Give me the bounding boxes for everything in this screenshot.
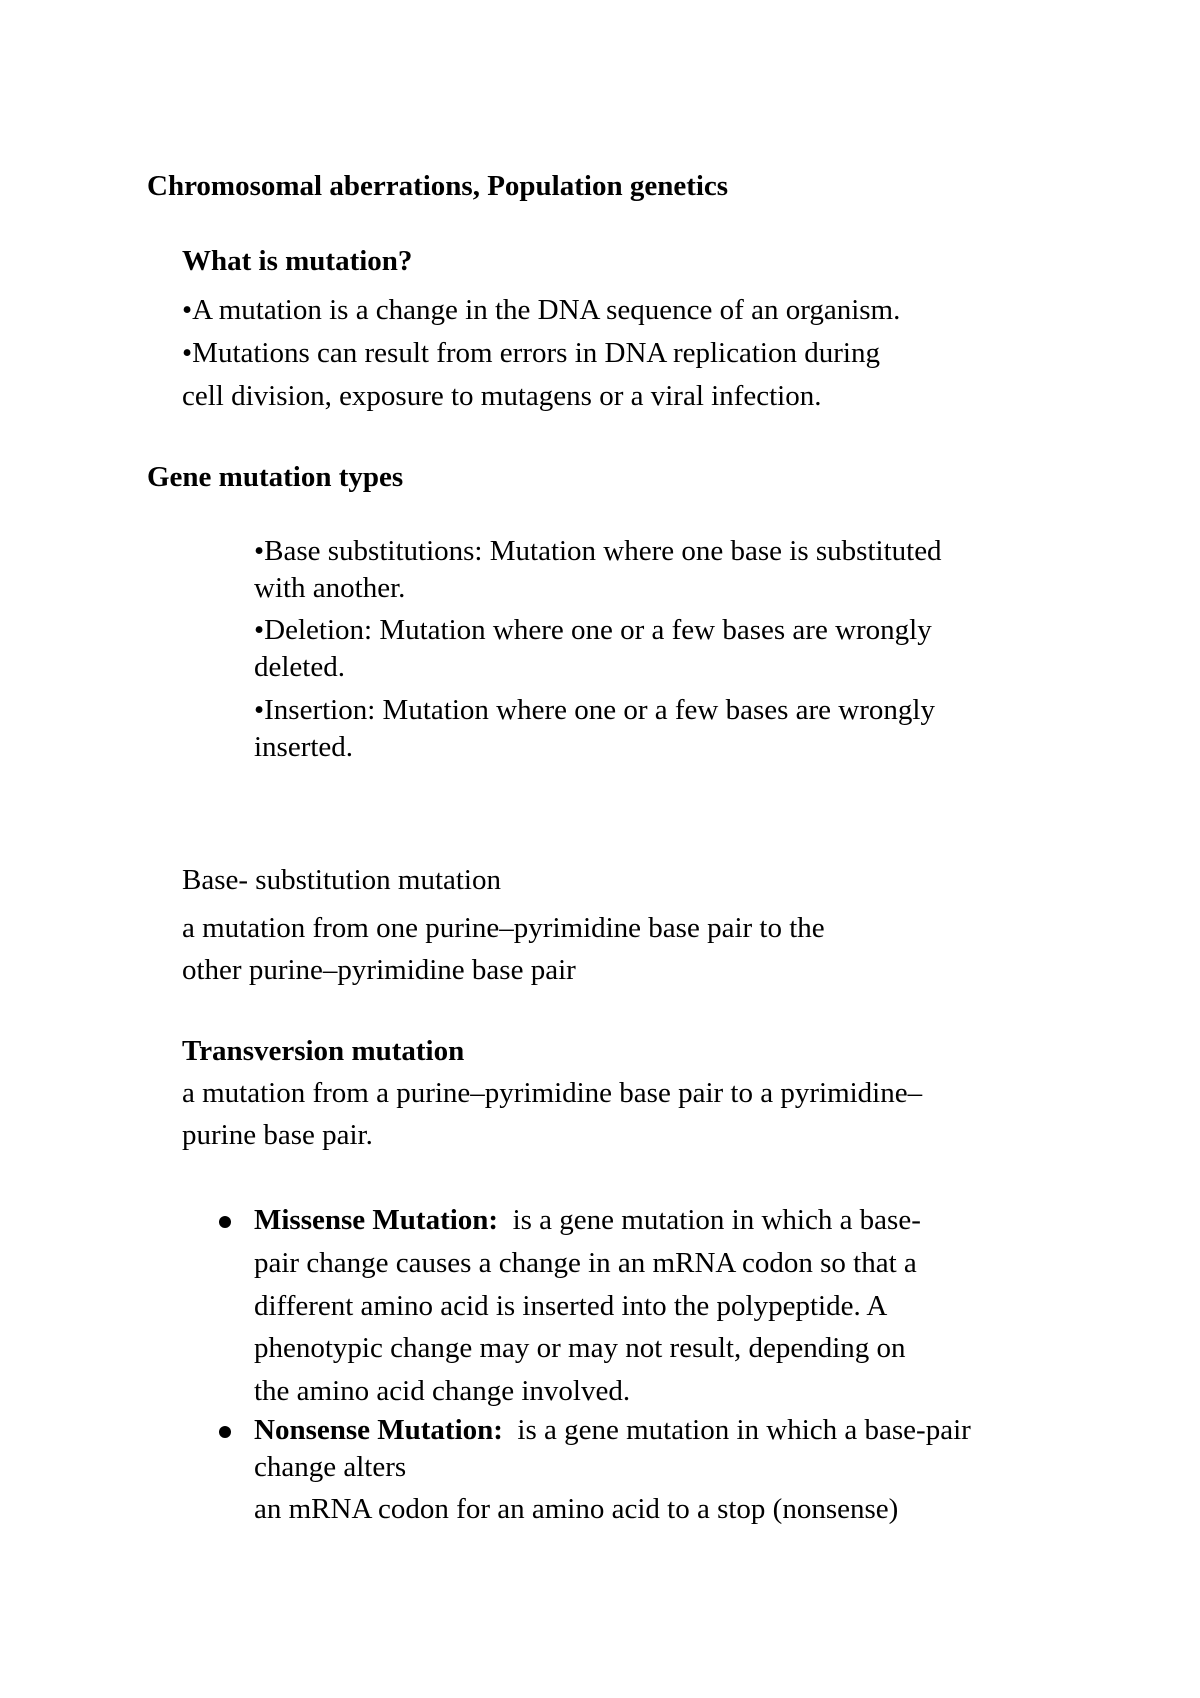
text-line: a mutation from one purine–pyrimidine base pair to the	[182, 912, 825, 944]
text-line: •Base substitutions: Mutation where one base is substituted	[254, 535, 942, 567]
section-heading-transversion: Transversion mutation	[182, 1035, 465, 1067]
text-line: with another.	[254, 572, 406, 604]
bullet-dot	[219, 1426, 231, 1438]
missense-first-line	[254, 1206, 921, 1235]
text-line: purine base pair.	[182, 1119, 373, 1151]
text-line: •Deletion: Mutation where one or a few bases are wrongly	[254, 614, 932, 646]
text-line: pair change causes a change in an mRNA codon so that a	[254, 1247, 917, 1279]
section-heading-base-substitution: Base- substitution mutation	[182, 864, 501, 896]
text-line: cell division, exposure to mutagens or a viral infection.	[182, 380, 822, 412]
text-line: •A mutation is a change in the DNA sequence of an organism.	[182, 294, 901, 326]
section-heading-gene-mutation-types: Gene mutation types	[147, 461, 404, 493]
text-line: an mRNA codon for an amino acid to a stop (nonsense)	[254, 1493, 899, 1525]
missense-definition-start: is a gene mutation in which a base-	[498, 1204, 921, 1236]
nonsense-term: Nonsense Mutation:	[254, 1414, 503, 1446]
nonsense-first-line	[254, 1416, 971, 1445]
text-line: different amino acid is inserted into the polypeptide. A	[254, 1290, 888, 1322]
page-title: Chromosomal aberrations, Population genetics	[147, 170, 729, 202]
text-line: •Insertion: Mutation where one or a few bases are wrongly	[254, 694, 935, 726]
bullet-dot	[219, 1216, 231, 1228]
text-line: a mutation from a purine–pyrimidine base pair to a pyrimidine–	[182, 1077, 923, 1109]
text-line: deleted.	[254, 651, 345, 683]
text-line: change alters	[254, 1451, 407, 1483]
text-line: •Mutations can result from errors in DNA replication during	[182, 337, 880, 369]
text-line: the amino acid change involved.	[254, 1375, 631, 1407]
section-heading-what-is-mutation: What is mutation?	[182, 245, 413, 277]
text-line: other purine–pyrimidine base pair	[182, 954, 576, 986]
text-line: inserted.	[254, 731, 354, 763]
missense-term: Missense Mutation:	[254, 1204, 499, 1236]
nonsense-definition-start: is a gene mutation in which a base-pair	[502, 1414, 971, 1446]
text-line: phenotypic change may or may not result, depending on	[254, 1332, 906, 1364]
